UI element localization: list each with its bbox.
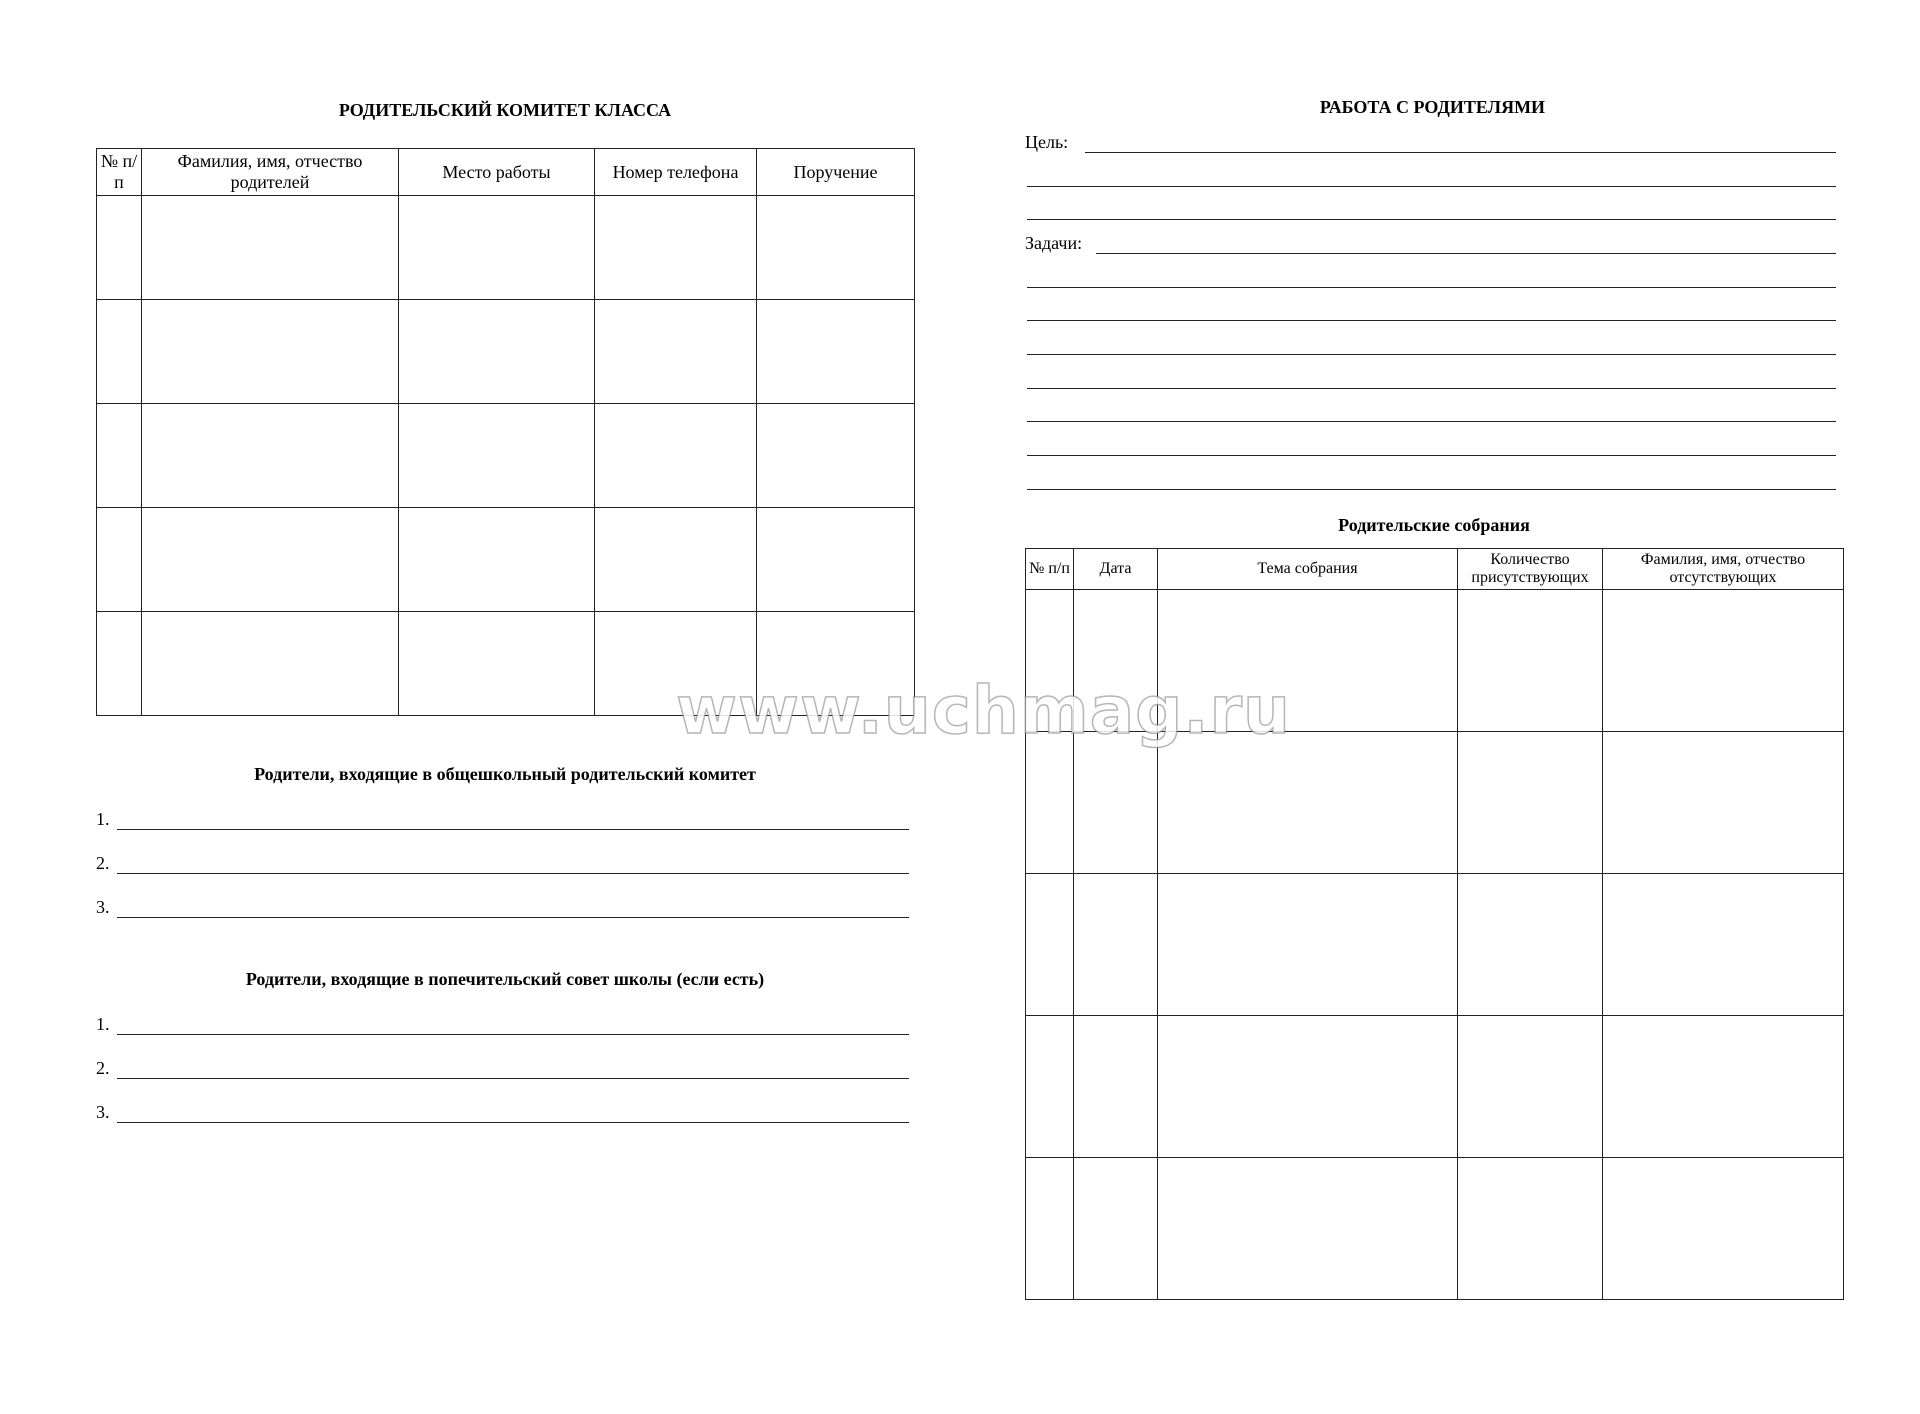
watermark: www.uchmag.ru	[676, 672, 1292, 749]
table-cell[interactable]	[595, 196, 757, 300]
committee-table	[96, 148, 915, 716]
meetings-table	[1025, 548, 1844, 1300]
table-cell[interactable]	[1458, 590, 1603, 732]
table-cell[interactable]	[399, 300, 595, 404]
table-cell[interactable]	[1026, 590, 1074, 732]
table-cell[interactable]	[1026, 1158, 1074, 1300]
header-workplace: Место работы	[399, 149, 595, 196]
committee-header-row	[97, 149, 915, 196]
table-cell[interactable]	[97, 404, 142, 508]
table-cell[interactable]	[1074, 874, 1158, 1016]
header-date: Дата	[1074, 549, 1158, 590]
table-cell[interactable]	[757, 612, 915, 716]
table-cell[interactable]	[97, 196, 142, 300]
goal-line[interactable]	[1027, 186, 1836, 187]
trustees-number: 1.	[96, 1014, 110, 1034]
table-cell[interactable]	[399, 508, 595, 612]
school-committee-title: Родители, входящие в общешкольный родительский комитет	[254, 764, 756, 784]
table-cell[interactable]	[97, 508, 142, 612]
table-cell[interactable]	[595, 300, 757, 404]
tasks-line[interactable]	[1027, 287, 1836, 288]
table-cell[interactable]	[1074, 1016, 1158, 1158]
tasks-line[interactable]	[1027, 421, 1836, 422]
table-row	[1026, 732, 1844, 874]
table-row	[1026, 1158, 1844, 1300]
tasks-label: Задачи:	[1025, 233, 1083, 253]
table-cell[interactable]	[1603, 732, 1844, 874]
table-cell[interactable]	[399, 404, 595, 508]
meetings-title: Родительские собрания	[1338, 515, 1530, 535]
header-parent-name: Фамилия, имя, отчество родителей	[142, 149, 399, 196]
table-cell[interactable]	[1458, 874, 1603, 1016]
table-cell[interactable]	[142, 612, 399, 716]
table-cell[interactable]	[1074, 590, 1158, 732]
table-cell[interactable]	[97, 612, 142, 716]
table-cell[interactable]	[1458, 1016, 1603, 1158]
table-cell[interactable]	[1074, 732, 1158, 874]
table-cell[interactable]	[142, 404, 399, 508]
tasks-line[interactable]	[1027, 388, 1836, 389]
goal-line[interactable]	[1027, 219, 1836, 220]
header-number: № п/п	[1026, 549, 1074, 590]
table-cell[interactable]	[1158, 732, 1458, 874]
table-cell[interactable]	[1603, 874, 1844, 1016]
table-row	[97, 404, 915, 508]
table-cell[interactable]	[1158, 590, 1458, 732]
tasks-line[interactable]	[1096, 253, 1836, 254]
table-cell[interactable]	[1158, 1016, 1458, 1158]
table-cell[interactable]	[757, 300, 915, 404]
table-cell[interactable]	[142, 196, 399, 300]
trustees-title: Родители, входящие в попечительский совет школы (если есть)	[245, 969, 765, 989]
goal-label: Цель:	[1025, 132, 1069, 152]
table-cell[interactable]	[1458, 1158, 1603, 1300]
school-committee-line[interactable]	[117, 829, 909, 830]
trustees-number: 2.	[96, 1058, 110, 1078]
trustees-line[interactable]	[117, 1034, 909, 1035]
table-row	[97, 300, 915, 404]
meetings-header-row	[1026, 549, 1844, 590]
table-cell[interactable]	[595, 508, 757, 612]
tasks-line[interactable]	[1027, 320, 1836, 321]
table-cell[interactable]	[1074, 1158, 1158, 1300]
goal-line[interactable]	[1085, 152, 1836, 153]
work-title: РАБОТА С РОДИТЕЛЯМИ	[1319, 97, 1546, 117]
table-cell[interactable]	[1603, 590, 1844, 732]
header-phone: Номер телефона	[595, 149, 757, 196]
table-cell[interactable]	[757, 196, 915, 300]
header-number: № п/п	[97, 149, 142, 196]
table-cell[interactable]	[1158, 874, 1458, 1016]
table-row	[97, 196, 915, 300]
school-committee-number: 2.	[96, 853, 110, 873]
table-cell[interactable]	[1603, 1158, 1844, 1300]
tasks-line[interactable]	[1027, 489, 1836, 490]
table-row	[1026, 874, 1844, 1016]
committee-title: РОДИТЕЛЬСКИЙ КОМИТЕТ КЛАССА	[338, 100, 672, 120]
table-cell[interactable]	[595, 612, 757, 716]
trustees-line[interactable]	[117, 1122, 909, 1123]
tasks-line[interactable]	[1027, 354, 1836, 355]
table-cell[interactable]	[1026, 1016, 1074, 1158]
header-meeting-topic: Тема собрания	[1158, 549, 1458, 590]
school-committee-number: 3.	[96, 897, 110, 917]
table-cell[interactable]	[399, 196, 595, 300]
table-cell[interactable]	[142, 300, 399, 404]
header-attendance-count: Количество присутствующих	[1458, 549, 1603, 590]
trustees-number: 3.	[96, 1102, 110, 1122]
table-row	[97, 508, 915, 612]
table-cell[interactable]	[757, 404, 915, 508]
tasks-line[interactable]	[1027, 455, 1836, 456]
table-cell[interactable]	[1158, 1158, 1458, 1300]
table-cell[interactable]	[1603, 1016, 1844, 1158]
table-row	[1026, 1016, 1844, 1158]
table-cell[interactable]	[97, 300, 142, 404]
table-cell[interactable]	[142, 508, 399, 612]
school-committee-number: 1.	[96, 809, 110, 829]
table-cell[interactable]	[1458, 732, 1603, 874]
table-row	[1026, 590, 1844, 732]
table-cell[interactable]	[595, 404, 757, 508]
header-assignment: Поручение	[757, 149, 915, 196]
trustees-line[interactable]	[117, 1078, 909, 1079]
table-cell[interactable]	[1026, 874, 1074, 1016]
table-row	[97, 612, 915, 716]
table-cell[interactable]	[1026, 732, 1074, 874]
table-cell[interactable]	[757, 508, 915, 612]
school-committee-line[interactable]	[117, 917, 909, 918]
school-committee-line[interactable]	[117, 873, 909, 874]
table-cell[interactable]	[399, 612, 595, 716]
header-absent-names: Фамилия, имя, отчество отсутствующих	[1603, 549, 1844, 590]
